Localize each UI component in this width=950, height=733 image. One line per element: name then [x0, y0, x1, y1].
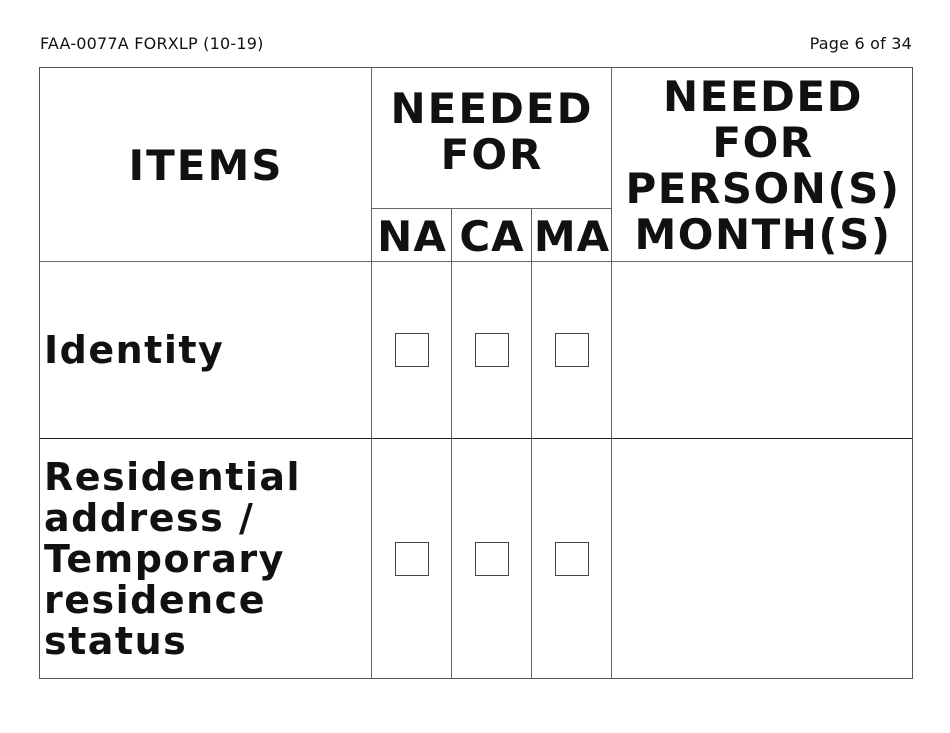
checkbox-identity-ca[interactable] [475, 333, 509, 367]
subheader-divider [371, 208, 612, 209]
row-label-line: Temporary [44, 537, 285, 581]
row-label-line: address / [44, 496, 255, 540]
column-header-person-line4: MONTH(S) [634, 210, 892, 259]
row-label-line: Residential [44, 455, 302, 499]
column-header-needed-for [372, 86, 612, 178]
document-requirements-table [39, 67, 913, 679]
column-header-needed-for-line1: NEEDED [390, 84, 594, 133]
checkbox-residential-na[interactable] [395, 542, 429, 576]
checkbox-identity-ma[interactable] [555, 333, 589, 367]
column-divider-ca-ma [531, 208, 532, 678]
checkbox-identity-na[interactable] [395, 333, 429, 367]
row-label-line: Identity [44, 328, 225, 372]
column-header-person-line3: PERSON(S) [625, 164, 901, 213]
form-id: FAA-0077A FORXLP (10-19) [40, 34, 264, 53]
row-label-identity [44, 330, 224, 371]
column-divider-na-ca [451, 208, 452, 678]
subheader-na: NA [377, 212, 447, 261]
column-header-person-line1: NEEDED [663, 72, 863, 121]
column-header-person-line2: FOR [712, 118, 814, 167]
row-label-line: residence [44, 578, 266, 622]
person-months-field-residential[interactable] [612, 439, 912, 678]
subheader-ca: CA [459, 212, 525, 261]
row-label-line: status [44, 619, 188, 663]
column-header-needed-for-line2: FOR [440, 130, 544, 179]
subheader-ma: MA [533, 212, 611, 261]
checkbox-residential-ca[interactable] [475, 542, 509, 576]
column-header-person-months [612, 74, 914, 258]
row-label-residential-address [44, 457, 301, 662]
person-months-field-identity[interactable] [612, 262, 912, 438]
checkbox-residential-ma[interactable] [555, 542, 589, 576]
page-number: Page 6 of 34 [809, 34, 912, 53]
column-header-items: ITEMS [128, 140, 284, 190]
